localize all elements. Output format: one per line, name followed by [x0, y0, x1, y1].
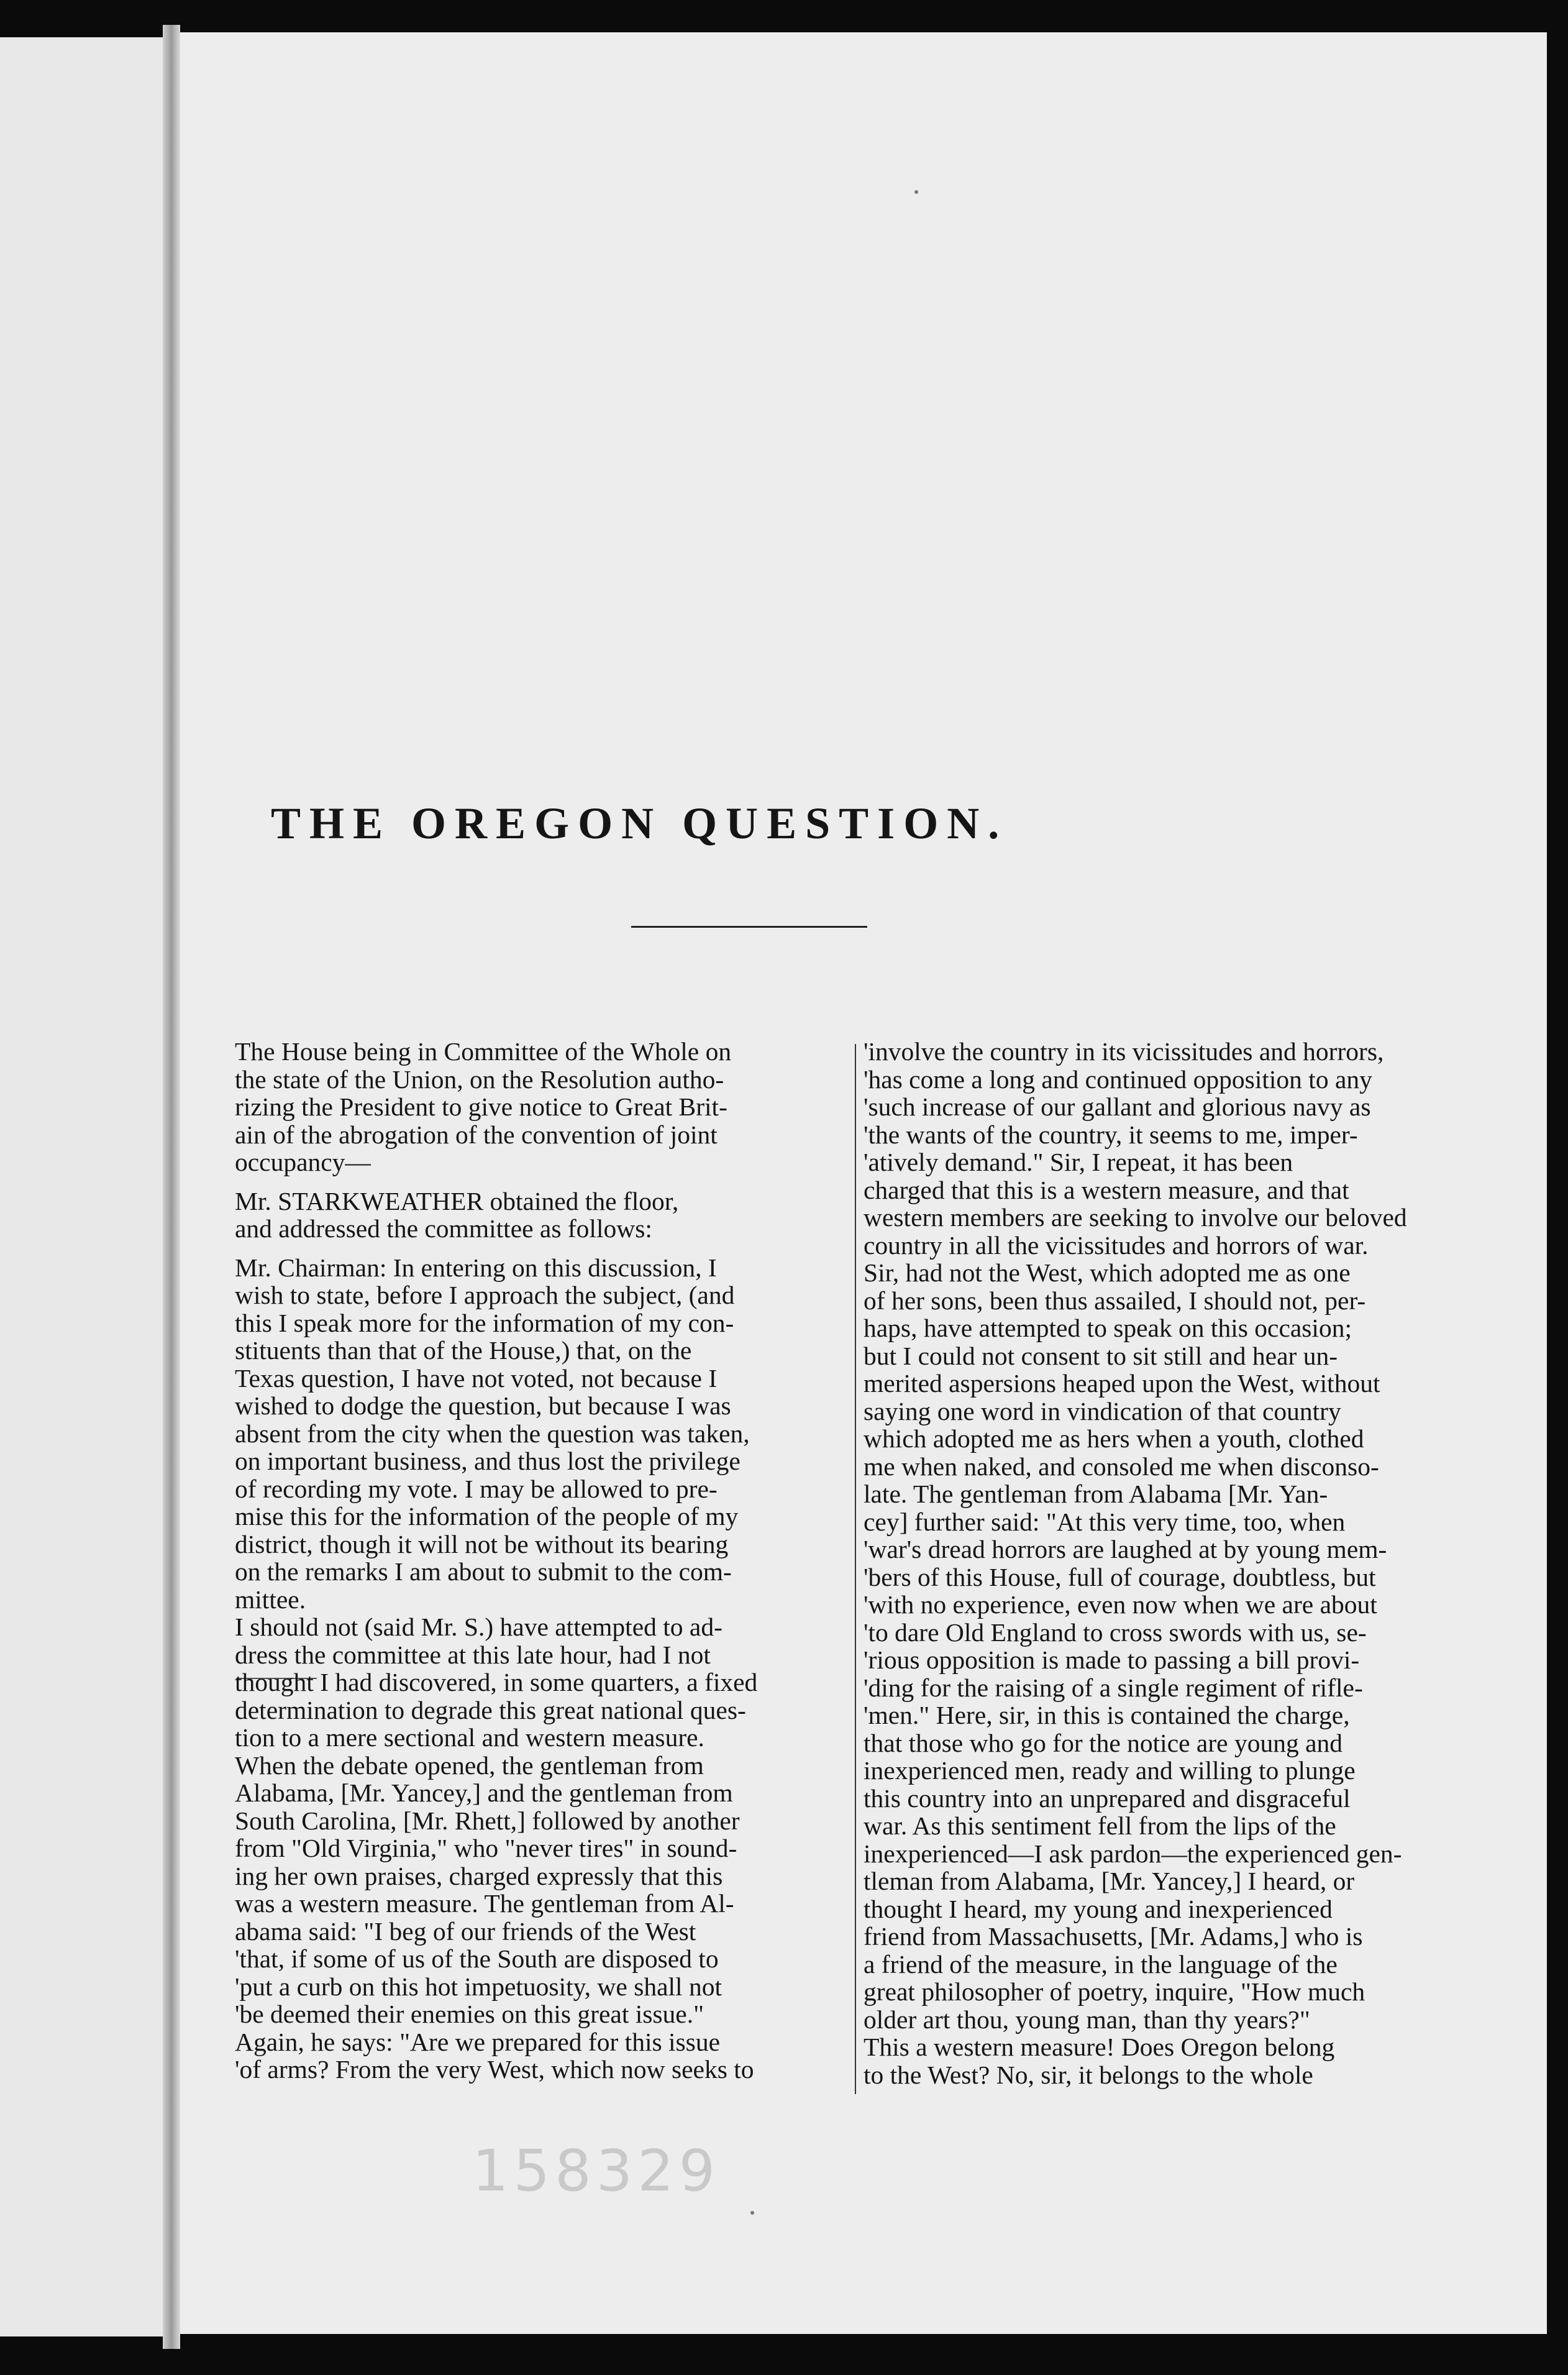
- text-line: Again, he says: "Are we prepared for this issue: [235, 2027, 721, 2056]
- text-line: this country into an unprepared and disgraceful: [864, 1783, 1351, 1813]
- text-line: friend from Massachusetts, [Mr. Adams,] who is: [864, 1922, 1363, 1951]
- text-line: of recording my vote. I may be allowed to pre-: [235, 1474, 718, 1503]
- text-line: older art thou, young man, than thy years?": [864, 2005, 1310, 2034]
- text-line: that those who go for the notice are young and: [864, 1728, 1342, 1757]
- text-line: merited aspersions heaped upon the West, without: [864, 1369, 1380, 1398]
- text-line: 'men." Here, sir, in this is contained the charge,: [864, 1701, 1350, 1729]
- text-line: 'that, if some of us of the South are disposed to: [235, 1944, 719, 1973]
- text-line: me when naked, and consoled me when disconso-: [864, 1452, 1379, 1481]
- speck: [914, 190, 918, 194]
- text-line: thought I had discovered, in some quarters, a fixed: [235, 1668, 758, 1696]
- text-line: from "Old Virginia," who "never tires" in sound-: [235, 1834, 737, 1862]
- text-line: on important business, and thus lost the privilege: [235, 1447, 741, 1475]
- paragraph-gap: [235, 1176, 844, 1188]
- text-line: haps, have attempted to speak on this occasion;: [864, 1314, 1352, 1342]
- text-line: which adopted me as hers when a youth, clothed: [864, 1424, 1364, 1453]
- text-line: Mr. Chairman: In entering on this discussion, I: [235, 1253, 717, 1282]
- text-line: cey] further said: "At this very time, too, when: [864, 1507, 1346, 1536]
- text-line: 'of arms? From the very West, which now seeks to: [235, 2055, 754, 2084]
- text-line: ing her own praises, charged expressly that this: [235, 1861, 723, 1890]
- text-line: The House being in Committee of the Whole on: [235, 1037, 732, 1066]
- text-line: great philosopher of poetry, inquire, "How much: [864, 1977, 1365, 2006]
- text-line: Mr. STARKWEATHER obtained the floor,: [235, 1186, 679, 1215]
- text-line: 'atively demand." Sir, I repeat, it has been: [864, 1148, 1293, 1176]
- text-line: 'involve the country in its vicissitudes and horrors,: [864, 1037, 1384, 1066]
- text-line: mittee.: [235, 1585, 306, 1614]
- text-line: 'rious opposition is made to passing a bill provi-: [864, 1645, 1360, 1674]
- text-line: was a western measure. The gentleman from Al-: [235, 1889, 734, 1918]
- text-line: charged that this is a western measure, and that: [864, 1175, 1349, 1204]
- text-line: rizing the President to give notice to Great Brit-: [235, 1092, 727, 1121]
- text-line: Sir, had not the West, which adopted me as one: [864, 1258, 1351, 1287]
- text-line: tleman from Alabama, [Mr. Yancey,] I heard, or: [864, 1867, 1355, 1895]
- text-line: stituents than that of the House,) that, on the: [235, 1336, 692, 1365]
- text-line: of her sons, been thus assailed, I should not, per-: [864, 1286, 1366, 1315]
- text-line: 'put a curb on this hot impetuosity, we shall not: [235, 1972, 722, 2001]
- text-line: to the West? No, sir, it belongs to the whole: [864, 2060, 1313, 2089]
- text-line: mise this for the information of the people of my: [235, 1502, 739, 1531]
- text-line: This a western measure! Does Oregon belong: [864, 2033, 1335, 2061]
- text-line: country in all the vicissitudes and horrors of war.: [864, 1230, 1369, 1260]
- text-line: 'ding for the raising of a single regiment of rifle-: [864, 1673, 1363, 1702]
- text-line: When the debate opened, the gentleman from: [235, 1750, 704, 1780]
- text-line: Texas question, I have not voted, not because I: [235, 1363, 718, 1393]
- text-line: 'bers of this House, full of courage, doubtless, but: [864, 1562, 1376, 1591]
- text-line: a friend of the measure, in the language of the: [864, 1949, 1338, 1979]
- text-line: district, though it will not be without its bearing: [235, 1529, 729, 1558]
- page-title: THE OREGON QUESTION.: [271, 799, 1008, 848]
- text-line: abama said: "I beg of our friends of the West: [235, 1916, 696, 1946]
- text-line: on the remarks I am about to submit to the com-: [235, 1557, 732, 1586]
- text-line: thought I heard, my young and inexperienced: [864, 1894, 1333, 1923]
- text-line: occupancy—: [235, 1148, 371, 1176]
- text-line: inexperienced men, ready and willing to plunge: [864, 1756, 1356, 1785]
- text-line: wished to dodge the question, but because I was: [235, 1391, 731, 1420]
- text-line: 'be deemed their enemies on this great issue.": [235, 2000, 704, 2028]
- speck: [750, 2211, 754, 2215]
- book-spine: [163, 25, 180, 2349]
- text-line: 'war's dread horrors are laughed at by young mem-: [864, 1535, 1387, 1563]
- text-line: late. The gentleman from Alabama [Mr. Yan-: [864, 1480, 1328, 1508]
- text-line: 'has come a long and continued opposition to any: [864, 1064, 1372, 1094]
- text-line: 'the wants of the country, it seems to me, imper-: [864, 1120, 1358, 1149]
- text-line: 'such increase of our gallant and glorious navy as: [864, 1092, 1371, 1121]
- text-line: tion to a mere sectional and western measure.: [235, 1723, 704, 1752]
- text-line: 'with no experience, even now when we are about: [864, 1590, 1377, 1619]
- right-text-column: [864, 1038, 1475, 2089]
- text-line: I should not (said Mr. S.) have attempted to ad-: [235, 1613, 722, 1641]
- text-line: 'to dare Old England to cross swords with us, se-: [864, 1618, 1367, 1647]
- text-line: absent from the city when the question was taken,: [235, 1419, 750, 1448]
- left-text-column: [235, 1038, 844, 2084]
- text-line: Alabama, [Mr. Yancey,] and the gentleman from: [235, 1778, 733, 1807]
- text-line: dress the committee at this late hour, had I not: [235, 1640, 711, 1669]
- column-divider: [855, 1044, 856, 2094]
- text-line: and addressed the committee as follows:: [235, 1214, 652, 1243]
- text-line: western members are seeking to involve our beloved: [864, 1203, 1407, 1232]
- text-line: inexperienced—I ask pardon—the experienced gen-: [864, 1839, 1402, 1868]
- text-line: ain of the abrogation of the convention of joint: [235, 1120, 718, 1149]
- left-page-edge: [0, 37, 168, 2336]
- paragraph-gap: [235, 1243, 844, 1254]
- text-line: the state of the Union, on the Resolution autho-: [235, 1064, 724, 1094]
- text-line: determination to degrade this great national ques-: [235, 1695, 746, 1724]
- text-line: war. As this sentiment fell from the lips of the: [864, 1811, 1336, 1840]
- title-rule: [631, 926, 867, 928]
- text-line: South Carolina, [Mr. Rhett,] followed by another: [235, 1806, 740, 1835]
- text-line: but I could not consent to sit still and hear un-: [864, 1341, 1338, 1370]
- library-stamp: 158329: [472, 2138, 721, 2204]
- text-line: saying one word in vindication of that country: [864, 1396, 1341, 1425]
- text-line: this I speak more for the information of my con-: [235, 1308, 734, 1337]
- text-line: wish to state, before I approach the subject, (and: [235, 1281, 735, 1309]
